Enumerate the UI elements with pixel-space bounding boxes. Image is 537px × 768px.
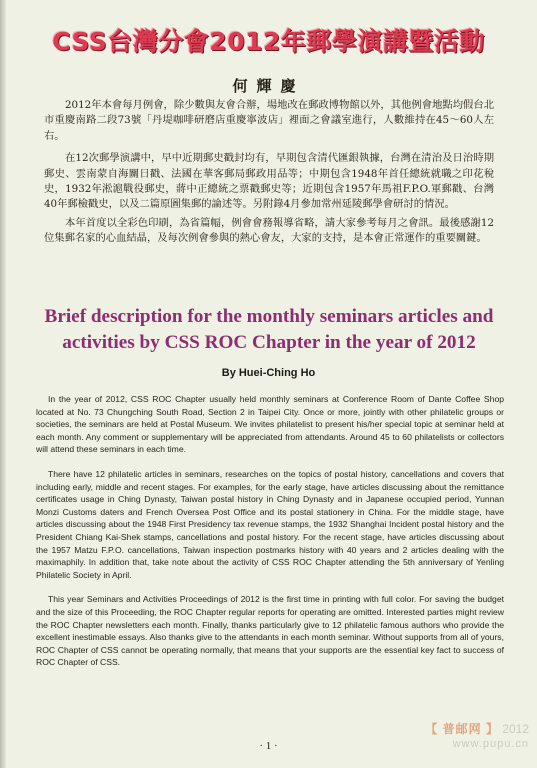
english-paragraph: In the year of 2012, CSS ROC Chapter usually held monthly seminars at Conference Room of Dante Coffee Shop located at No. 73 Chungching South Road, Section 2 in Taipei City. Once or more, jointly with other philatelic groups or societies, the seminars are held at Postal Museum. We invites philatelist to present his/her special topic at seminar held at each month. Any comment or supplementary will be appreciated from attendants. Around 45 to 60 philatelists or collectors will attend these seminars in each time. — [36, 394, 504, 455]
chinese-title: CSS台灣分會2012年郵學演講暨活動 — [52, 27, 485, 56]
site-watermark — [425, 722, 529, 752]
chinese-body — [44, 98, 494, 250]
chinese-author: 何輝慶 — [232, 77, 305, 95]
watermark-year: 2012 — [502, 722, 529, 736]
english-body — [36, 393, 504, 681]
english-title: Brief description for the monthly seminars articles and activities by CSS ROC Chapter in the year of 2012 — [44, 306, 494, 353]
chinese-paragraph: 本年首度以全彩色印刷，為省篇幅，例會會務報導省略，請大家參考每月之會訊。最後感謝12位集郵名家的心血結晶，及每次例會參與的熱心會友，大家的支持，是本會正常運作的重要關鍵。 — [44, 216, 494, 245]
english-paragraph: This year Seminars and Activities Proceedings of 2012 is the first time in printing with full color. For saving the budget and the size of this Proceeding, the ROC Chapter regular reports for operating are omitted. Interested parties might review the ROC Chapter newsletters each month. Finally, thanks particularly give to 12 philatelic famous authors who provide the excellent inestimable essays. Also thanks give to the attendants in each month seminar. Without supports from all of yours, ROC Chapter of CSS cannot be operating normally, that means that your supports are the essential key fact to success of ROC Chapter of CSS. — [36, 594, 504, 668]
chinese-paragraph: 2012年本會每月例會，除少數與友會合辦，場地改在郵政博物館以外，其他例會地點均假台北市重慶南路二段73號「丹堤咖啡研磨店重慶寧波店」裡面之會議室進行，人數維持在45～60人左右。 — [44, 99, 494, 142]
english-paragraph: There have 12 philatelic articles in seminars, researches on the topics of postal history, cancellations and covers that including early, middle and recent stages. For examples, for the early stage, have articles discussing about the remittance certificates usage in Ching Dynasty, Taiwan postal history in Ching Dynasty and in Japanese occupied period, Yunnan Monzi Customs daters and French Oversea Post Office and its postal stationery in China. For the middle stage, have articles discussing about the 1948 First Presidency tax revenue stamps, the 1932 Shanghai Incident postal history and the President Chiang Kai-Shek stamps, cancellations and postal history. For the recent stage, have articles discussing about the 1957 Matzu F.P.O. cancellations, Taiwan inspection postmarks history with 40 years and 2 articles dealing with the maximaphily. In addition that, take note about the activity of CSS ROC Chapter attending the 5th anniversary of Yenling Philatelic Society in April. — [36, 468, 504, 580]
english-author: By Huei-Ching Ho — [221, 367, 316, 379]
watermark-url: www.pupu.cn — [452, 738, 529, 750]
watermark-brand: 【 普邮网 】 — [425, 722, 499, 736]
page-number: · 1 · — [259, 740, 278, 752]
page-binding-edge — [0, 0, 6, 768]
chinese-paragraph: 在12次郵學演講中，早中近期郵史戳封均有，早期包含清代匯銀執據，台灣在清治及日治時期郵史、雲南蒙自海關日戳、法國在華客郵局郵政用品等；中期包含1948年首任總統就職之印花稅史，1932年淞滬戰役郵史，蔣中正總統之票戳郵史等；近期包含1957年馬祖F.P.O.軍郵戳、台灣40年郵檢戳史，以及二篇原圖集郵的論述等。另附錄4月參加常州延陵郵學會研討的情況。 — [44, 152, 494, 211]
